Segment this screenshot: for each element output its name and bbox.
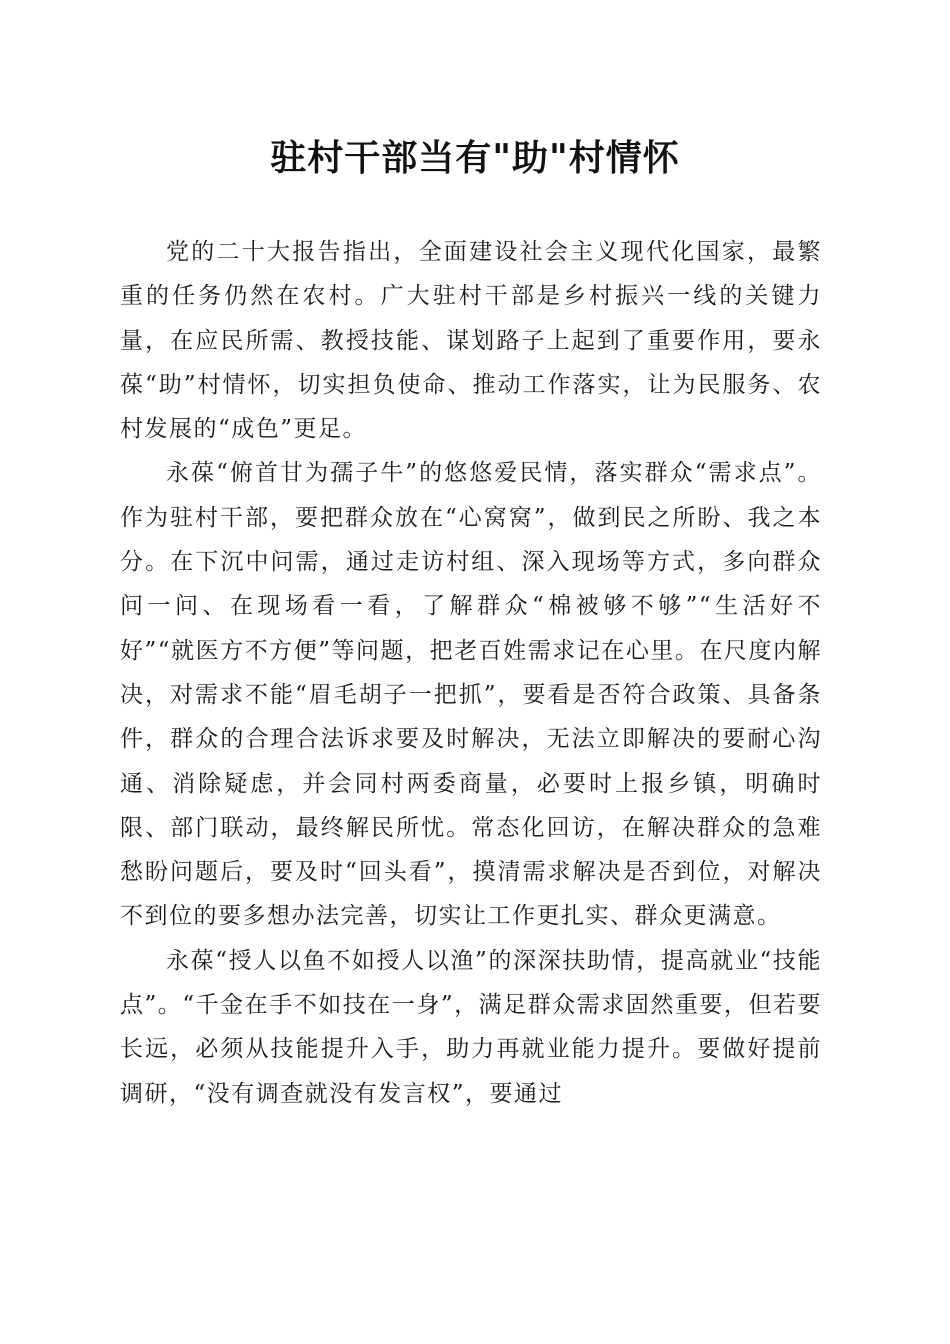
document-title: 驻村干部当有"助"村情怀 bbox=[270, 137, 680, 179]
document-body bbox=[120, 230, 822, 1116]
paragraph-2: 永葆“俯首甘为孺子牛”的悠悠爱民情，落实群众“需求点”。作为驻村干部，要把群众放在“心窝窝”，做到民之所盼、我之本分。在下沉中问需，通过走访村组、深入现场等方式，多向群众问一问、在现场看一看，了解群众“棉被够不够”“生活好不好”“就医方不方便”等问题，把老百姓需求记在心里。在尺度内解决，对需求不能“眉毛胡子一把抓”，要看是否符合政策、具备条件，群众的合理合法诉求要及时解决，无法立即解决的要耐心沟通、消除疑虑，并会同村两委商量，必要时上报乡镇，明确时限、部门联动，最终解民所忧。常态化回访，在解决群众的急难愁盼问题后，要及时“回头看”，摸清需求解决是否到位，对解决不到位的要多想办法完善，切实让工作更扎实、群众更满意。 bbox=[120, 460, 822, 930]
paragraph-3: 永葆“授人以鱼不如授人以渔”的深深扶助情，提高就业“技能点”。“千金在手不如技在一身”，满足群众需求固然重要，但若要长远，必须从技能提升入手，助力再就业能力提升。要做好提前调研，“没有调查就没有发言权”，要通过 bbox=[120, 947, 822, 1107]
paragraph-1: 党的二十大报告指出，全面建设社会主义现代化国家，最繁重的任务仍然在农村。广大驻村干部是乡村振兴一线的关键力量，在应民所需、教授技能、谋划路子上起到了重要作用，要永葆“助”村情怀，切实担负使命、推动工作落实，让为民服务、农村发展的“成色”更足。 bbox=[120, 239, 822, 443]
